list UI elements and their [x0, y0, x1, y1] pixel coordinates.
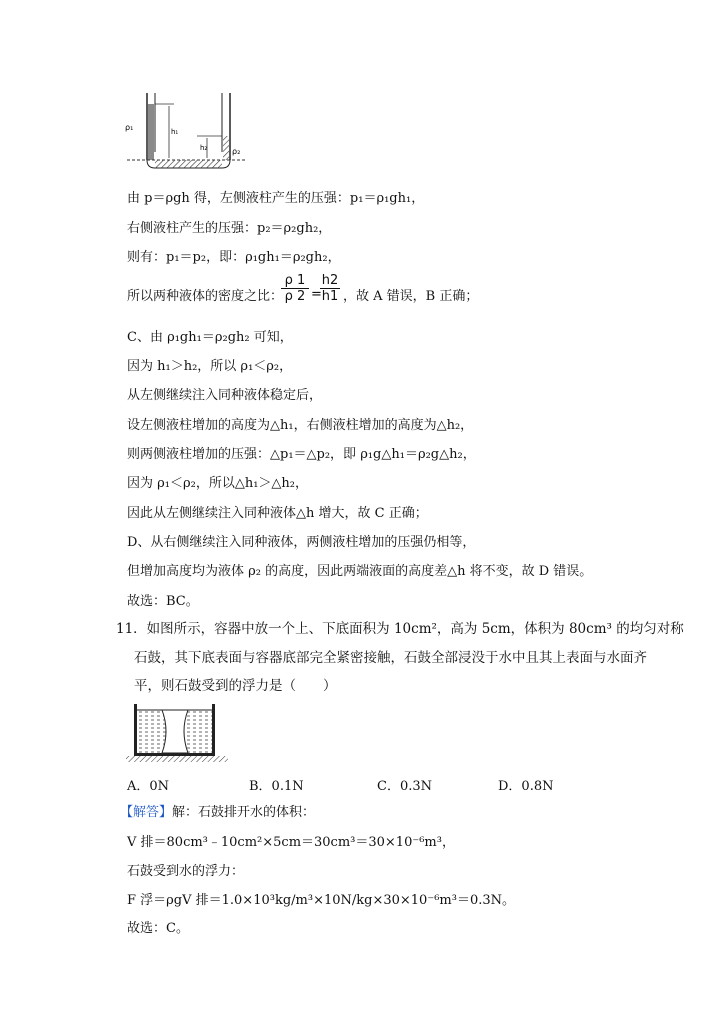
option-c: C．0.3N: [377, 779, 432, 794]
rho1-label: ρ₁: [125, 123, 134, 132]
solution-line-14: 故选：BC。: [127, 594, 199, 609]
stone-drum-figure: [126, 702, 228, 764]
answer-line-3: 石鼓受到水的浮力：: [127, 864, 245, 879]
solution-line-2: 右侧液柱产生的压强：p₂＝ρ₂gh₂，: [127, 221, 332, 236]
solution-line-10: 因为 ρ₁＜ρ₂，所以△h₁＞△h₂，: [127, 476, 309, 491]
answer-line-2: V 排＝80cm³﹣10cm²×5cm＝30cm³＝30×10⁻⁶m³，: [127, 835, 455, 850]
solution-line-3: 则有：p₁＝p₂，即：ρ₁gh₁＝ρ₂gh₂，: [127, 250, 341, 265]
question-11-line-2: 石鼓，其下底表面与容器底部完全紧密接触，石鼓全部浸没于水中且其上表面与水面齐: [134, 650, 647, 666]
solution-line-6: 因为 h₁＞h₂，所以 ρ₁＜ρ₂，: [127, 359, 293, 374]
solution-line-4-suffix: ，故 A 错误，B 正确；: [343, 289, 479, 304]
question-11-line-3: 平，则石鼓受到的浮力是（ ）: [134, 678, 337, 694]
option-b: B．0.1N: [249, 779, 304, 794]
solution-line-11: 因此从左侧继续注入同种液体△h 增大，故 C 正确；: [127, 506, 428, 521]
solution-line-4-prefix: 所以两种液体的密度之比：: [127, 289, 284, 304]
option-d: D．0.8N: [498, 779, 554, 794]
h1-label: h₁: [171, 128, 179, 136]
answer-intro: 解：石鼓排开水的体积：: [172, 805, 316, 820]
solution-line-7: 从左侧继续注入同种液体稳定后，: [127, 388, 323, 403]
solution-line-8: 设左侧液柱增加的高度为△h₁，右侧液柱增加的高度为△h₂，: [127, 418, 474, 433]
solution-line-12: D、从右侧继续注入同种液体，两侧液柱增加的压强仍相等，: [127, 535, 476, 550]
rho2-label: ρ₂: [232, 147, 241, 156]
answer-line-1: [120, 804, 315, 822]
h2-label: h₂: [200, 144, 208, 152]
solution-line-5: C、由 ρ₁gh₁＝ρ₂gh₂ 可知，: [127, 330, 293, 345]
answer-line-4: F 浮＝ρgV 排＝1.0×10³kg/m³×10N/kg×30×10⁻⁶m³＝0.3N。: [127, 893, 515, 908]
question-11-line-1: 11．如图所示，容器中放一个上、下底面积为 10cm²，高为 5cm，体积为 80cm³ 的均匀对称: [116, 621, 684, 637]
solution-line-1: 由 p＝ρgh 得，左侧液柱产生的压强：p₁＝ρ₁gh₁，: [127, 191, 425, 206]
solution-line-9: 则两侧液柱增加的压强：△p₁＝△p₂，即 ρ₁g△h₁＝ρ₂g△h₂，: [127, 447, 476, 462]
fraction-numerator: h2: [321, 273, 339, 288]
answer-line-5: 故选：C。: [127, 921, 189, 936]
answer-tag: 【解答】: [120, 805, 173, 820]
u-tube-figure: [122, 88, 252, 170]
fraction-denominator: ρ 2: [281, 288, 309, 304]
density-fraction-left: [281, 273, 309, 304]
option-a: A．0N: [127, 779, 170, 794]
height-fraction-right: [320, 273, 340, 304]
solution-line-13: 但增加高度均为液体 ρ₂ 的高度，因此两端液面的高度差△h 将不变，故 D 错误。: [127, 564, 593, 579]
fraction-denominator: h1: [321, 289, 339, 304]
fraction-equals: =: [311, 287, 322, 302]
fraction-numerator: ρ 1: [284, 273, 306, 288]
